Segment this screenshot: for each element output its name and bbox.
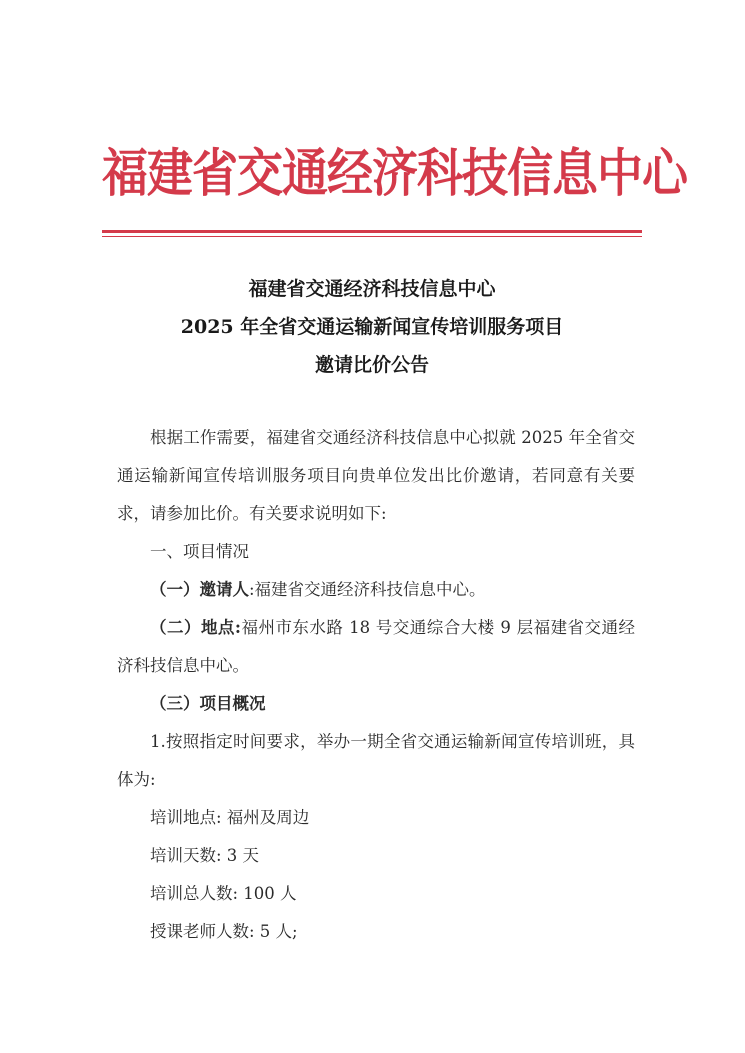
letterhead-divider-thin	[102, 236, 642, 237]
item-location-label: （二）地点:	[150, 618, 241, 637]
training-total-people: 培训总人数: 100 人	[150, 884, 297, 903]
letterhead-org-name: 福建省交通经济科技信息中心	[102, 142, 687, 204]
letterhead-divider-thick	[102, 230, 642, 233]
training-days: 培训天数: 3 天	[150, 846, 260, 865]
item-inviter-value: :福建省交通经济科技信息中心。	[249, 580, 486, 599]
item-inviter-label: （一）邀请人	[150, 580, 249, 599]
item-location-value: 福州市东水路 18 号交通综合大楼 9 层福建省交通经济科技信息中心。	[117, 618, 635, 675]
intro-paragraph: 根据工作需要，福建省交通经济科技信息中心拟就 2025 年全省交通运输新闻宣传培训服务项目向贵单位发出比价邀请，若同意有关要求，请参加比价。有关要求说明如下:	[117, 428, 635, 523]
teacher-count: 授课老师人数: 5 人;	[150, 922, 298, 941]
title-line-2: 2025 年全省交通运输新闻宣传培训服务项目	[180, 316, 564, 338]
item-inviter	[117, 571, 635, 609]
document-body	[117, 419, 635, 951]
title-line-1: 福建省交通经济科技信息中心	[248, 278, 496, 300]
item-location	[117, 609, 635, 685]
training-location: 培训地点: 福州及周边	[150, 808, 310, 827]
section-heading-project: 一、项目情况	[150, 542, 249, 561]
point-1: 1.按照指定时间要求，举办一期全省交通运输新闻宣传培训班，具体为:	[117, 732, 635, 789]
title-line-3: 邀请比价公告	[314, 354, 429, 376]
item-overview-heading: （三）项目概况	[150, 694, 266, 713]
